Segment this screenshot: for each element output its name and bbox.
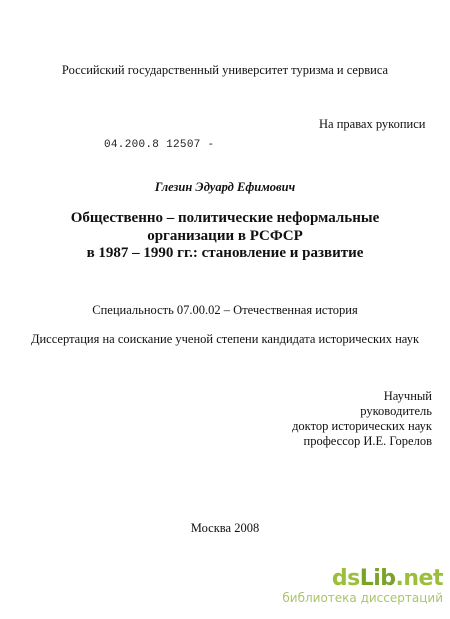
degree-statement: Диссертация на соискание ученой степени кандидата исторических наук [30, 332, 420, 346]
supervisor-line: доктор исторических наук [292, 419, 432, 433]
author-name: Глезин Эдуард Ефимович [154, 180, 296, 194]
watermark-logo-lib: Lib [359, 566, 396, 591]
watermark-logo-net: .net [395, 566, 443, 591]
supervisor-line: руководитель [360, 404, 432, 418]
title-line: в 1987 – 1990 гг.: становление и развитие [86, 245, 364, 261]
city-year: Москва 2008 [190, 521, 260, 535]
specialty: Специальность 07.00.02 – Отечественная история [92, 303, 358, 317]
watermark [273, 567, 443, 606]
watermark-logo-ds: ds [331, 566, 360, 591]
supervisor-line: профессор И.Е. Горелов [303, 434, 432, 448]
dissertation-title [0, 210, 450, 263]
title-line: организации в РСФСР [147, 227, 303, 244]
stamp-number: 04.200.8 12507 - [104, 139, 215, 151]
watermark-subtitle: библиотека диссертаций [282, 591, 443, 605]
watermark-logo [273, 567, 443, 591]
supervisor-block [290, 389, 432, 449]
title-line: Общественно – политические неформальные [70, 210, 380, 226]
manuscript-note: На правах рукописи [319, 117, 426, 131]
university-name: Российский государственный университет туризма и сервиса [61, 63, 389, 77]
supervisor-line: Научный [383, 389, 432, 403]
